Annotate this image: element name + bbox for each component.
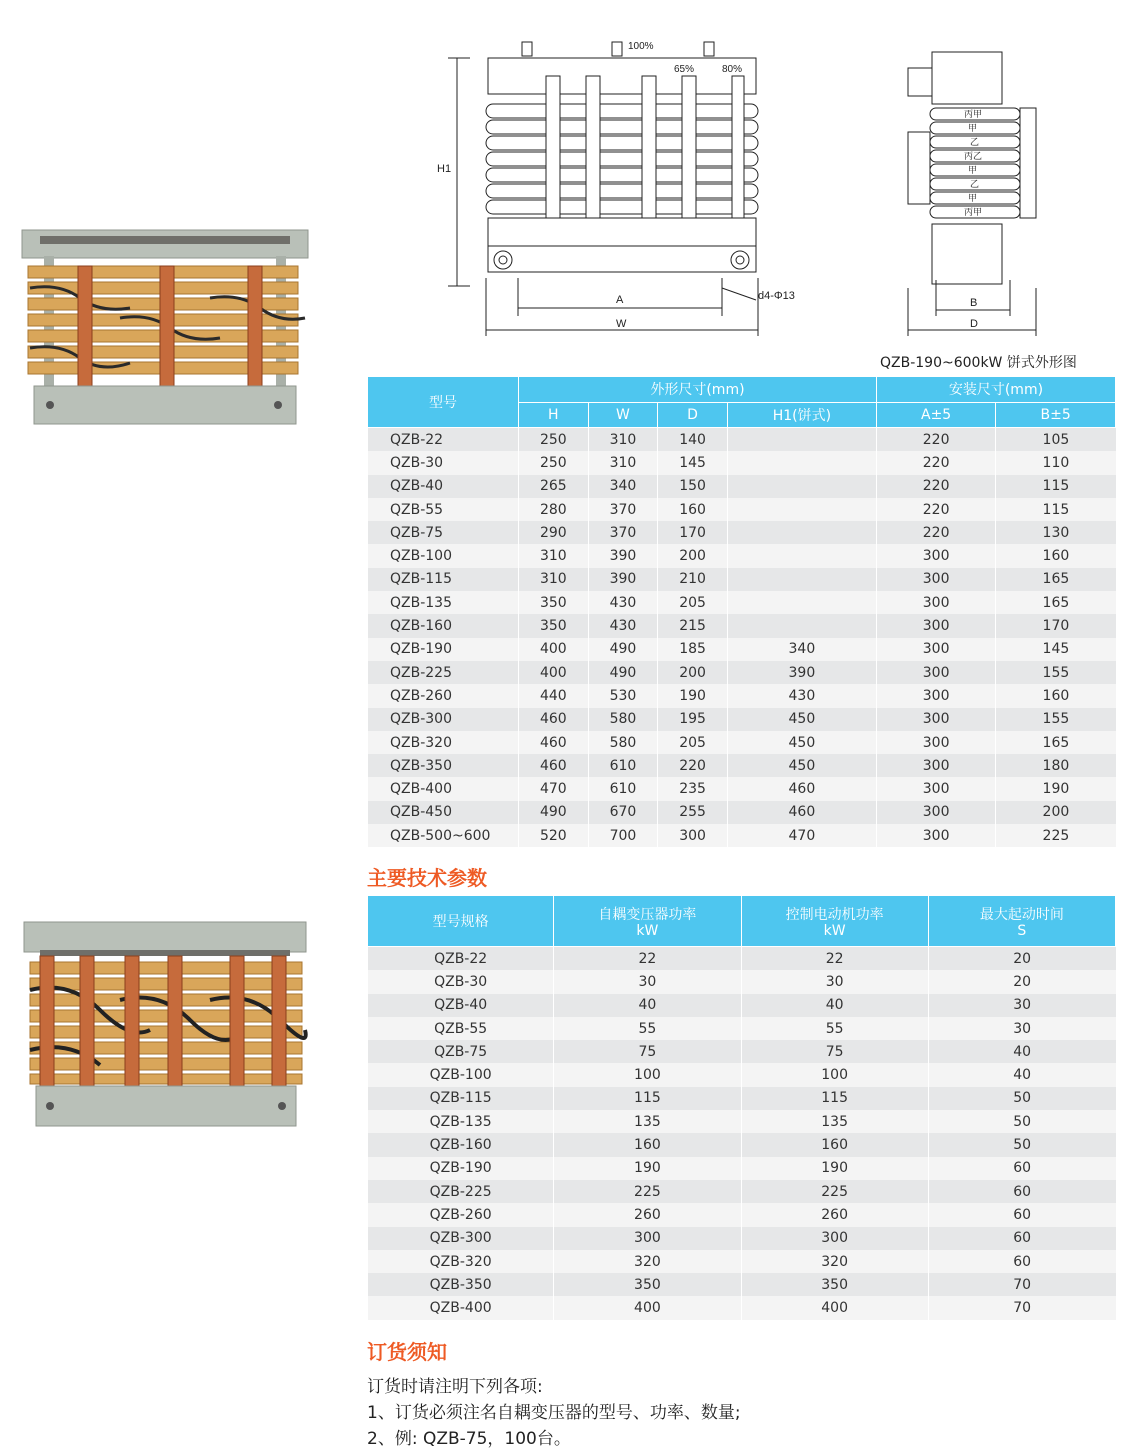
dims-table-cell: 700	[588, 824, 658, 847]
header-install: 安装尺寸(mm)	[876, 377, 1115, 403]
dims-table-row	[368, 638, 1116, 661]
dims-table-cell: 155	[996, 708, 1116, 731]
dims-table-cell: QZB-22	[368, 428, 519, 452]
tech-table-cell: 135	[554, 1110, 741, 1133]
header-w: W	[588, 402, 658, 428]
dims-table-cell: 220	[658, 754, 728, 777]
tech-header-line1: 最大起动时间	[979, 907, 1064, 923]
dims-table-cell: 310	[588, 451, 658, 474]
header-model: 型号	[368, 377, 519, 428]
tech-table-cell: 100	[554, 1063, 741, 1086]
dims-table-cell: QZB-100	[368, 544, 519, 567]
tech-table-row	[368, 1087, 1116, 1110]
dims-table-cell: 470	[519, 777, 589, 800]
dims-table-row	[368, 754, 1116, 777]
dims-table-cell: QZB-190	[368, 638, 519, 661]
dims-table-cell: 310	[588, 428, 658, 452]
dims-table-cell: QZB-260	[368, 684, 519, 707]
tech-table-row	[368, 1040, 1116, 1063]
tech-table-cell: QZB-260	[368, 1203, 554, 1226]
dims-table-cell	[727, 498, 876, 521]
tech-table-cell: QZB-22	[368, 947, 554, 971]
dims-table-cell: QZB-400	[368, 777, 519, 800]
coil-label-6: 乙	[970, 179, 980, 189]
tech-table-row	[368, 1110, 1116, 1133]
dims-table-cell: 210	[658, 568, 728, 591]
tech-table-cell: 350	[741, 1273, 928, 1296]
tech-table-cell: 160	[554, 1133, 741, 1156]
dims-table-cell: 300	[876, 754, 995, 777]
tech-header-2	[741, 896, 928, 947]
tech-table-cell: 75	[741, 1040, 928, 1063]
dims-table-cell: 450	[727, 754, 876, 777]
dims-table-row	[368, 428, 1116, 452]
dims-table-cell: 610	[588, 777, 658, 800]
tech-table-cell: QZB-115	[368, 1087, 554, 1110]
dims-table-cell: 280	[519, 498, 589, 521]
dims-table-cell: 155	[996, 661, 1116, 684]
dims-table-cell	[727, 568, 876, 591]
dims-table-cell: 160	[658, 498, 728, 521]
tech-table-cell: 22	[741, 947, 928, 971]
dims-table-cell: 300	[876, 661, 995, 684]
tech-table-cell: QZB-225	[368, 1180, 554, 1203]
dims-table-cell: QZB-40	[368, 475, 519, 498]
dims-table-cell: 300	[876, 708, 995, 731]
tech-table-cell: 50	[928, 1087, 1115, 1110]
dims-table-cell: 145	[996, 638, 1116, 661]
dims-table-cell: 220	[876, 475, 995, 498]
dims-table-cell: 250	[519, 451, 589, 474]
tech-table-row	[368, 1250, 1116, 1273]
tech-table-cell: 70	[928, 1296, 1115, 1319]
tech-table-cell: 75	[554, 1040, 741, 1063]
transformer-photo-2	[20, 920, 310, 1130]
dims-table-cell: 250	[519, 428, 589, 452]
tech-table-cell: 30	[928, 994, 1115, 1017]
dims-table-cell: 300	[876, 614, 995, 637]
tech-table-row	[368, 1157, 1116, 1180]
tech-table-cell: 320	[741, 1250, 928, 1273]
tech-table-cell: 40	[928, 1040, 1115, 1063]
dims-table-cell: 340	[727, 638, 876, 661]
dims-table-cell: QZB-115	[368, 568, 519, 591]
dims-table-cell: 145	[658, 451, 728, 474]
tech-table-cell: 40	[928, 1063, 1115, 1086]
dims-table-cell: 470	[727, 824, 876, 847]
dims-table-cell: 310	[519, 544, 589, 567]
tech-table-cell: 190	[554, 1157, 741, 1180]
tech-table-cell: 60	[928, 1203, 1115, 1226]
header-h: H	[519, 402, 589, 428]
dims-table-row	[368, 684, 1116, 707]
dims-table-cell: 530	[588, 684, 658, 707]
dims-table-cell: 300	[876, 591, 995, 614]
tech-table-cell: 30	[928, 1017, 1115, 1040]
dims-table-row	[368, 521, 1116, 544]
dims-table-cell: 185	[658, 638, 728, 661]
tech-header-line1: 型号规格	[432, 914, 489, 930]
dims-table-cell: 300	[876, 638, 995, 661]
dims-table-cell: 170	[658, 521, 728, 544]
front-view-diagram	[430, 38, 810, 340]
dims-table-cell: 195	[658, 708, 728, 731]
dims-table-cell: 400	[519, 661, 589, 684]
order-line-1: 订货时请注明下列各项:	[367, 1377, 543, 1397]
tech-table-row	[368, 1017, 1116, 1040]
tech-table-cell: QZB-350	[368, 1273, 554, 1296]
dims-table-row	[368, 568, 1116, 591]
dims-table-cell	[727, 428, 876, 452]
dims-table-cell: 200	[658, 661, 728, 684]
tech-table-cell: QZB-135	[368, 1110, 554, 1133]
dims-table-cell: 205	[658, 731, 728, 754]
dims-table-cell: QZB-320	[368, 731, 519, 754]
tech-table-cell: QZB-400	[368, 1296, 554, 1319]
dims-table-cell: 220	[876, 521, 995, 544]
tech-table-cell: 55	[741, 1017, 928, 1040]
tech-table-row	[368, 1296, 1116, 1319]
tech-header-line1: 控制电动机功率	[785, 907, 884, 923]
tech-table-cell: 400	[741, 1296, 928, 1319]
dims-table-cell: 580	[588, 708, 658, 731]
tech-table-cell: 300	[741, 1227, 928, 1250]
dims-table-cell: 300	[876, 684, 995, 707]
dims-table-cell: 300	[876, 824, 995, 847]
dims-table-cell: QZB-160	[368, 614, 519, 637]
dims-table-cell: 300	[876, 731, 995, 754]
dims-table-row	[368, 731, 1116, 754]
coil-label-5: 甲	[968, 165, 978, 175]
dims-table-cell: 460	[519, 731, 589, 754]
tech-table-cell: QZB-40	[368, 994, 554, 1017]
dims-table-cell: 150	[658, 475, 728, 498]
coil-label-1: 丙甲	[964, 109, 983, 119]
dims-table-cell: 610	[588, 754, 658, 777]
dims-table-cell: 460	[727, 801, 876, 824]
dims-table-cell	[727, 544, 876, 567]
dims-table-cell: 390	[588, 544, 658, 567]
dims-table-cell: 450	[727, 708, 876, 731]
tech-table-cell: 40	[741, 994, 928, 1017]
header-b: B±5	[996, 402, 1116, 428]
b-label: B	[970, 297, 978, 309]
tech-table-cell: 60	[928, 1180, 1115, 1203]
dims-table-cell: 255	[658, 801, 728, 824]
w-label: W	[616, 318, 627, 330]
dims-table-cell: 340	[588, 475, 658, 498]
tap-65-label: 65%	[674, 64, 695, 75]
tech-table-cell: 60	[928, 1157, 1115, 1180]
tech-params-table	[367, 895, 1116, 1320]
dims-table-row	[368, 475, 1116, 498]
dims-table-cell: QZB-135	[368, 591, 519, 614]
tech-table-row	[368, 1063, 1116, 1086]
dims-table-cell: 190	[996, 777, 1116, 800]
order-line-3: 2、例: QZB-75，100台。	[367, 1429, 571, 1449]
tech-table-cell: 55	[554, 1017, 741, 1040]
tech-table-cell: 400	[554, 1296, 741, 1319]
coil-label-2: 甲	[968, 123, 978, 133]
dims-table-cell: 165	[996, 731, 1116, 754]
header-d: D	[658, 402, 728, 428]
tech-table-cell: 160	[741, 1133, 928, 1156]
tech-table-row	[368, 1227, 1116, 1250]
tech-table-cell: 50	[928, 1110, 1115, 1133]
dims-table-cell: 350	[519, 614, 589, 637]
dims-table-cell: 235	[658, 777, 728, 800]
tech-table-cell: QZB-300	[368, 1227, 554, 1250]
dims-table-cell: 670	[588, 801, 658, 824]
dims-table-cell: 115	[996, 498, 1116, 521]
tech-header-3	[928, 896, 1115, 947]
tech-table-cell: 260	[741, 1203, 928, 1226]
transformer-photo-1	[20, 228, 310, 428]
dims-table-cell: 220	[876, 451, 995, 474]
dims-table-cell: 300	[876, 568, 995, 591]
dims-table-cell: 460	[727, 777, 876, 800]
tech-table-cell: 260	[554, 1203, 741, 1226]
tech-table-cell: 350	[554, 1273, 741, 1296]
dims-table-cell	[727, 451, 876, 474]
dims-table-row	[368, 661, 1116, 684]
dims-table-cell: 300	[876, 801, 995, 824]
tech-table-row	[368, 1273, 1116, 1296]
tech-table-cell: 20	[928, 970, 1115, 993]
tech-table-cell: QZB-320	[368, 1250, 554, 1273]
tech-table-cell: 115	[741, 1087, 928, 1110]
dims-table-cell: 200	[658, 544, 728, 567]
dims-table-cell	[727, 521, 876, 544]
dims-table-row	[368, 591, 1116, 614]
dims-table-cell: 520	[519, 824, 589, 847]
d-label: D	[970, 318, 978, 330]
tech-table-row	[368, 947, 1116, 971]
dims-table-cell: 490	[588, 638, 658, 661]
header-outline: 外形尺寸(mm)	[519, 377, 877, 403]
dims-table-row	[368, 708, 1116, 731]
coil-label-3: 乙	[970, 137, 980, 147]
tech-table-cell: 50	[928, 1133, 1115, 1156]
dims-table-cell: 490	[519, 801, 589, 824]
dims-table-cell: 460	[519, 754, 589, 777]
tech-table-cell: 40	[554, 994, 741, 1017]
dims-table-row	[368, 451, 1116, 474]
dims-table-cell: 215	[658, 614, 728, 637]
header-h1: H1(饼式)	[727, 402, 876, 428]
tech-table-cell: 60	[928, 1227, 1115, 1250]
dims-table-cell: 160	[996, 544, 1116, 567]
dims-table-cell: QZB-350	[368, 754, 519, 777]
dims-table-row	[368, 614, 1116, 637]
hole-label: d4-Φ13	[758, 290, 795, 302]
tech-table-cell: QZB-55	[368, 1017, 554, 1040]
dimensions-table	[367, 376, 1116, 847]
dims-table-cell: 190	[658, 684, 728, 707]
dims-table-cell	[727, 591, 876, 614]
dims-table-cell: 225	[996, 824, 1116, 847]
dims-table-row	[368, 801, 1116, 824]
tap-80-label: 80%	[722, 64, 743, 75]
dims-table-cell: 165	[996, 568, 1116, 591]
tech-table-cell: QZB-30	[368, 970, 554, 993]
tech-header-line2: kW	[823, 923, 846, 939]
dims-table-cell: 140	[658, 428, 728, 452]
tech-table-cell: QZB-190	[368, 1157, 554, 1180]
dims-table-cell: QZB-30	[368, 451, 519, 474]
dims-table-cell: 400	[519, 638, 589, 661]
dims-table-cell: 490	[588, 661, 658, 684]
tech-table-cell: QZB-160	[368, 1133, 554, 1156]
h1-label: H1	[437, 163, 452, 175]
dims-table-cell: 220	[876, 498, 995, 521]
dims-table-cell: 350	[519, 591, 589, 614]
side-view-diagram	[900, 48, 1050, 338]
tech-table-row	[368, 1180, 1116, 1203]
dims-table-row	[368, 544, 1116, 567]
dims-table-cell: QZB-450	[368, 801, 519, 824]
dims-table-cell: QZB-55	[368, 498, 519, 521]
dims-table-cell: 460	[519, 708, 589, 731]
tech-table-row	[368, 970, 1116, 993]
a-label: A	[616, 294, 624, 306]
dims-table-cell: 370	[588, 498, 658, 521]
dims-table-row	[368, 777, 1116, 800]
tech-table-cell: 300	[554, 1227, 741, 1250]
tech-table-cell: 115	[554, 1087, 741, 1110]
tap-100-label: 100%	[628, 41, 654, 52]
dims-table-cell: 265	[519, 475, 589, 498]
dims-table-cell: 220	[876, 428, 995, 452]
tech-table-cell: 320	[554, 1250, 741, 1273]
dims-table-cell: 300	[876, 777, 995, 800]
dims-table-cell	[727, 475, 876, 498]
diagram-caption: QZB-190~600kW 饼式外形图	[880, 355, 1077, 371]
tech-header-0	[368, 896, 554, 947]
dims-table-cell: 430	[588, 614, 658, 637]
dims-table-cell: 165	[996, 591, 1116, 614]
tech-table-cell: 30	[554, 970, 741, 993]
dims-table-cell: 200	[996, 801, 1116, 824]
order-line-2: 1、订货必须注名自耦变压器的型号、功率、数量;	[367, 1403, 741, 1423]
tech-header-line2: kW	[636, 923, 659, 939]
tech-table-cell: 135	[741, 1110, 928, 1133]
tech-table-cell: 20	[928, 947, 1115, 971]
dims-table-cell: 115	[996, 475, 1116, 498]
dims-table-cell: QZB-75	[368, 521, 519, 544]
dims-table-cell: 130	[996, 521, 1116, 544]
dims-table-cell: QZB-300	[368, 708, 519, 731]
dims-table-cell: QZB-500~600	[368, 824, 519, 847]
dims-table-row	[368, 498, 1116, 521]
tech-table-cell: 190	[741, 1157, 928, 1180]
dims-table-cell: QZB-225	[368, 661, 519, 684]
dims-table-cell: 580	[588, 731, 658, 754]
dims-table-cell: 105	[996, 428, 1116, 452]
tech-params-title: 主要技术参数	[367, 866, 487, 890]
dims-table-cell: 290	[519, 521, 589, 544]
tech-table-cell: 70	[928, 1273, 1115, 1296]
tech-table-row	[368, 1203, 1116, 1226]
dims-table-cell: 390	[727, 661, 876, 684]
tech-table-cell: 30	[741, 970, 928, 993]
dims-table-cell: 205	[658, 591, 728, 614]
tech-header-line2: S	[1017, 923, 1027, 939]
tech-header-1	[554, 896, 741, 947]
tech-table-cell: 60	[928, 1250, 1115, 1273]
coil-label-7: 甲	[968, 193, 978, 203]
dims-table-cell: 430	[727, 684, 876, 707]
coil-label-4: 丙乙	[964, 151, 983, 161]
dims-table-cell: 430	[588, 591, 658, 614]
dims-table-cell: 370	[588, 521, 658, 544]
header-a: A±5	[876, 402, 995, 428]
dims-table-cell: 180	[996, 754, 1116, 777]
dims-table-cell: 160	[996, 684, 1116, 707]
tech-table-cell: 225	[741, 1180, 928, 1203]
dims-table-cell: 110	[996, 451, 1116, 474]
tech-header-line1: 自耦变压器功率	[598, 907, 697, 923]
order-notes-title: 订货须知	[367, 1340, 447, 1364]
dims-table-cell: 310	[519, 568, 589, 591]
tech-table-cell: 100	[741, 1063, 928, 1086]
dims-table-row	[368, 824, 1116, 847]
tech-table-row	[368, 994, 1116, 1017]
tech-table-cell: QZB-75	[368, 1040, 554, 1063]
dims-table-cell: 170	[996, 614, 1116, 637]
dims-table-cell: 450	[727, 731, 876, 754]
coil-label-8: 丙甲	[964, 207, 983, 217]
dims-table-cell	[727, 614, 876, 637]
dims-table-cell: 390	[588, 568, 658, 591]
dims-table-cell: 300	[658, 824, 728, 847]
dims-table-cell: 300	[876, 544, 995, 567]
tech-table-row	[368, 1133, 1116, 1156]
tech-table-cell: 22	[554, 947, 741, 971]
tech-table-cell: 225	[554, 1180, 741, 1203]
tech-table-cell: QZB-100	[368, 1063, 554, 1086]
dims-table-cell: 440	[519, 684, 589, 707]
